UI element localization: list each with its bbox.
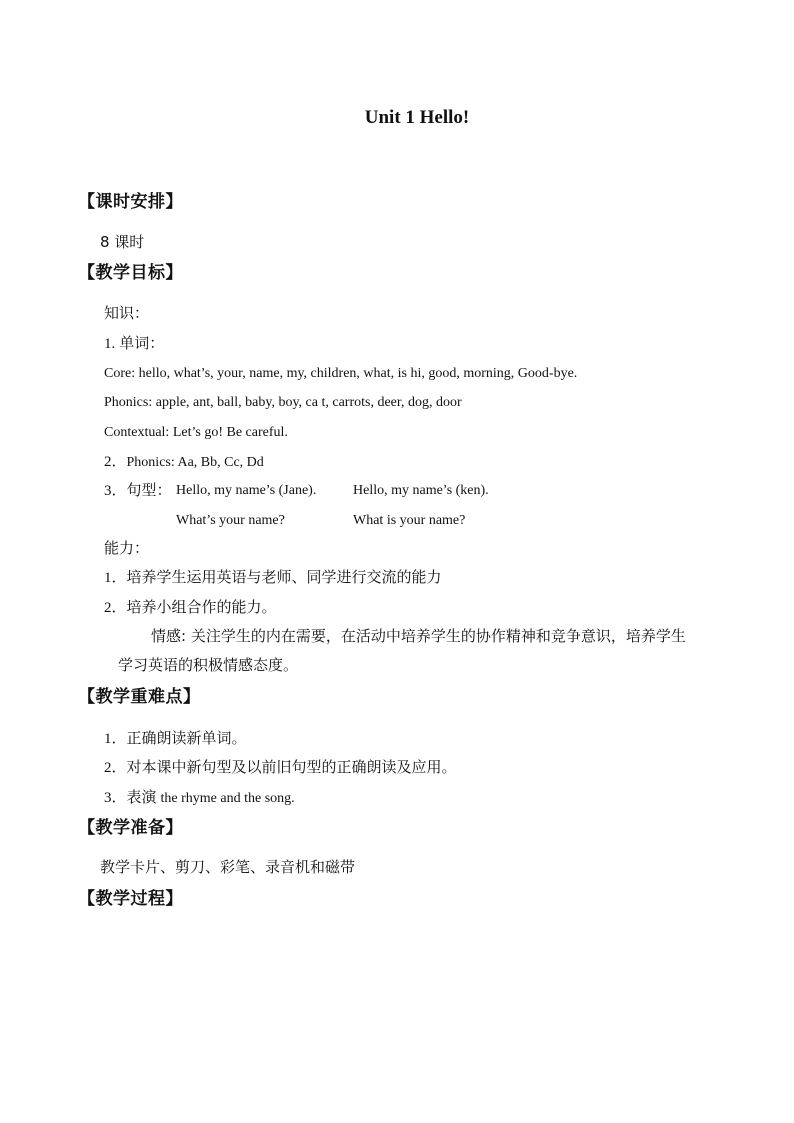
ability-label: 能力： <box>104 539 150 557</box>
key-point-3-text: 表演 <box>126 788 157 806</box>
emotion-line-2: 学习英语的积极情感态度。 <box>118 656 299 674</box>
vocab-number: 1. <box>104 336 116 352</box>
phonics-letters: Phonics: Aa, Bb, Cc, Dd <box>126 455 264 470</box>
pattern-example-1a: Hello, my name’s (Jane). <box>176 483 317 498</box>
core-words: Core: hello, what’s, your, name, my, children, what, is hi, good, morning, Good-bye. <box>104 366 578 381</box>
key-point-2-number: 2． <box>104 760 127 776</box>
phonics-letters-line <box>104 454 264 470</box>
key-point-1-number: 1． <box>104 731 127 747</box>
section-heading-key-points: 【教学重难点】 <box>78 687 201 707</box>
section-heading-process: 【教学过程】 <box>78 889 183 909</box>
section-heading-schedule: 【课时安排】 <box>78 192 183 212</box>
preparation-content: 教学卡片、剪刀、彩笔、录音机和磁带 <box>100 858 356 876</box>
ability-1-text: 培养学生运用英语与老师、同学进行交流的能力 <box>126 568 442 586</box>
pattern-label: 句型： <box>126 481 172 499</box>
pattern-line <box>104 483 172 499</box>
phonics-number: 2． <box>104 454 127 470</box>
section-heading-objectives: 【教学目标】 <box>78 263 183 283</box>
key-point-1-text: 正确朗读新单词。 <box>126 729 247 747</box>
key-point-3-number: 3． <box>104 790 127 806</box>
schedule-content: 8 课时 <box>100 233 145 251</box>
ability-1-number: 1． <box>104 570 127 586</box>
ability-2-number: 2． <box>104 600 127 616</box>
pattern-example-2a: What’s your name? <box>176 513 285 528</box>
document-title: Unit 1 Hello! <box>364 107 470 128</box>
ability-2-text: 培养小组合作的能力。 <box>126 598 277 616</box>
key-point-2-text: 对本课中新句型及以前旧句型的正确朗读及应用。 <box>126 758 457 776</box>
contextual-phrases: Contextual: Let’s go! Be careful. <box>104 425 288 440</box>
phonics-words: Phonics: apple, ant, ball, baby, boy, ca t, carrots, deer, dog, door <box>104 395 462 410</box>
pattern-example-2b: What is your name? <box>353 513 466 528</box>
pattern-example-1b: Hello, my name’s (ken). <box>353 483 489 498</box>
ability-item-2 <box>104 600 277 616</box>
section-heading-preparation: 【教学准备】 <box>78 818 183 838</box>
key-point-3-english: the rhyme and the song. <box>160 791 295 806</box>
key-point-1 <box>104 731 247 747</box>
ability-item-1 <box>104 570 442 586</box>
pattern-number: 3． <box>104 483 127 499</box>
knowledge-label: 知识： <box>104 304 150 322</box>
vocab-line <box>104 336 164 352</box>
key-point-2 <box>104 760 457 776</box>
vocab-label: 单词： <box>119 334 165 352</box>
emotion-line-1: 情感: 关注学生的内在需要，在活动中培养学生的协作精神和竞争意识，培养学生 <box>151 627 686 645</box>
key-point-3 <box>104 790 295 806</box>
